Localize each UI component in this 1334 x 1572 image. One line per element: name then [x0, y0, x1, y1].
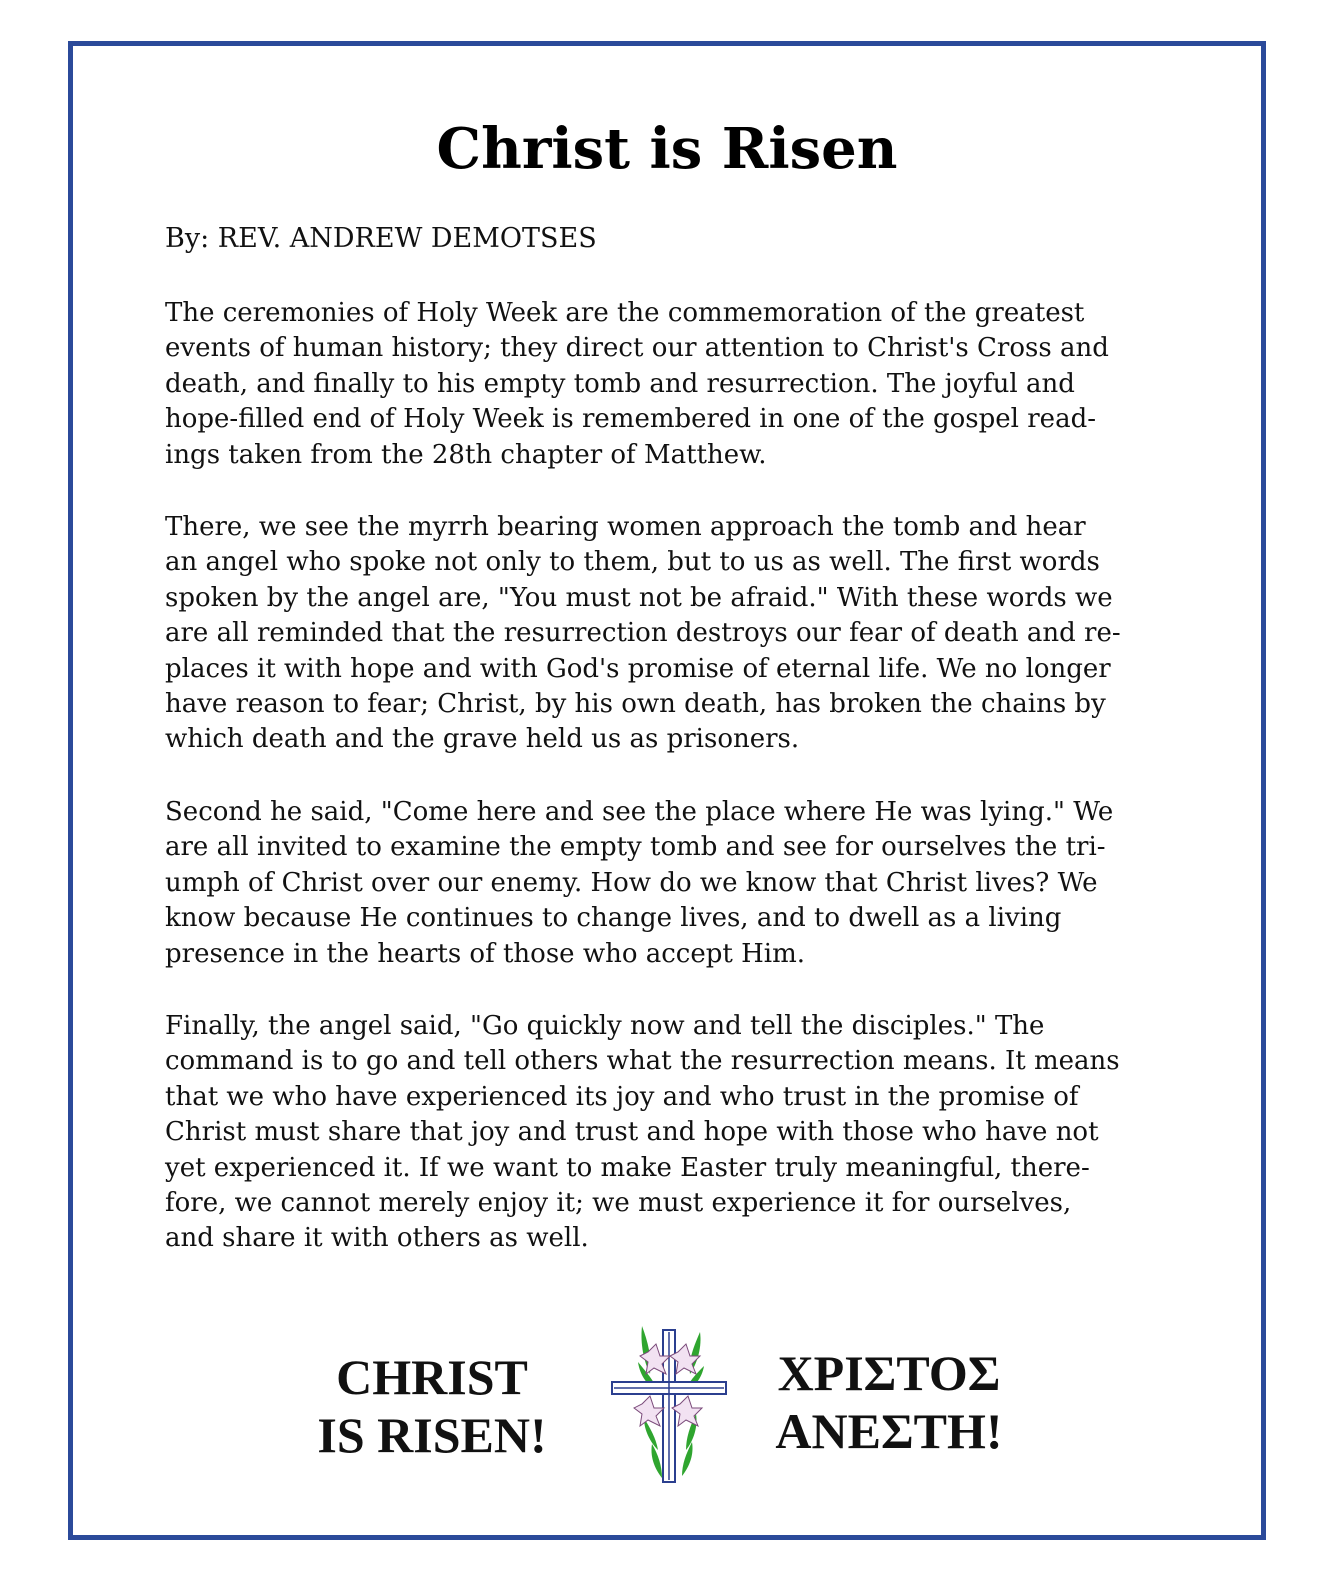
text-line: Christ must share that joy and trust and hope with those who have not — [165, 1117, 1099, 1148]
article-title: Christ is Risen — [436, 116, 898, 182]
cross-inner-line — [614, 1332, 724, 1480]
text-line: an angel who spoke not only to them, but to us as well. The first words — [165, 547, 1100, 578]
greek-greeting — [758, 1344, 1020, 1460]
paragraph-2 — [165, 510, 1185, 758]
text-line: fore, we cannot merely enjoy it; we must experience it for ourselves, — [165, 1188, 1072, 1219]
text-line: and share it with others as well. — [165, 1223, 589, 1254]
text-line: Second he said, "Come here and see the place where He was lying." We — [165, 797, 1114, 827]
english-greeting — [298, 1348, 566, 1464]
text-line: that we who have experienced its joy and who trust in the promise of — [165, 1081, 1079, 1112]
text-line: spoken by the angel are, "You must not be afraid." With these words we — [165, 582, 1113, 613]
text-line: death, and finally to his empty tomb and resurrection. The joyful and — [165, 368, 1075, 399]
greeting-line: ΧΡΙΣΤΟΣ — [777, 1345, 1001, 1401]
text-line: ings taken from the 28th chapter of Matthew. — [165, 439, 767, 470]
text-line: which death and the grave held us as prisoners. — [165, 724, 800, 755]
text-line: hope-filled end of Holy Week is remembered in one of the gospel read- — [165, 404, 1096, 435]
text-line: have reason to fear; Christ, by his own death, has broken the chains by — [165, 689, 1106, 720]
cross-with-lilies-icon — [608, 1322, 730, 1484]
text-line: Finally, the angel said, "Go quickly now and tell the disciples." The — [165, 1011, 1045, 1041]
text-line: are all invited to examine the empty tomb and see for ourselves the tri- — [165, 832, 1106, 863]
page-border — [68, 41, 1266, 1540]
text-line: know because He continues to change lives, and to dwell as a living — [165, 903, 1062, 934]
greeting-line: CHRIST — [336, 1349, 528, 1405]
paragraph-3 — [165, 795, 1185, 972]
greeting-line: ΑΝΕΣΤΗ! — [775, 1403, 1003, 1459]
text-line: yet experienced it. If we want to make Easter truly meaningful, there- — [165, 1152, 1090, 1183]
text-line: are all reminded that the resurrection destroys our fear of death and re- — [165, 618, 1121, 649]
greeting-line: IS RISEN! — [317, 1407, 547, 1463]
text-line: presence in the hearts of those who accept Him. — [165, 938, 806, 969]
text-line: events of human history; they direct our attention to Christ's Cross and — [165, 333, 1109, 364]
text-line: command is to go and tell others what the resurrection means. It means — [165, 1046, 1120, 1077]
text-line: There, we see the myrrh bearing women approach the tomb and hear — [165, 512, 1086, 542]
paragraph-1 — [165, 296, 1185, 473]
text-line: The ceremonies of Holy Week are the commemoration of the greatest — [165, 298, 1085, 328]
author-byline: By: REV. ANDREW DEMOTSES — [165, 223, 597, 254]
paragraph-4 — [165, 1009, 1185, 1257]
text-line: places it with hope and with God's promise of eternal life. We no longer — [165, 653, 1111, 684]
text-line: umph of Christ over our enemy. How do we know that Christ lives? We — [165, 867, 1098, 898]
